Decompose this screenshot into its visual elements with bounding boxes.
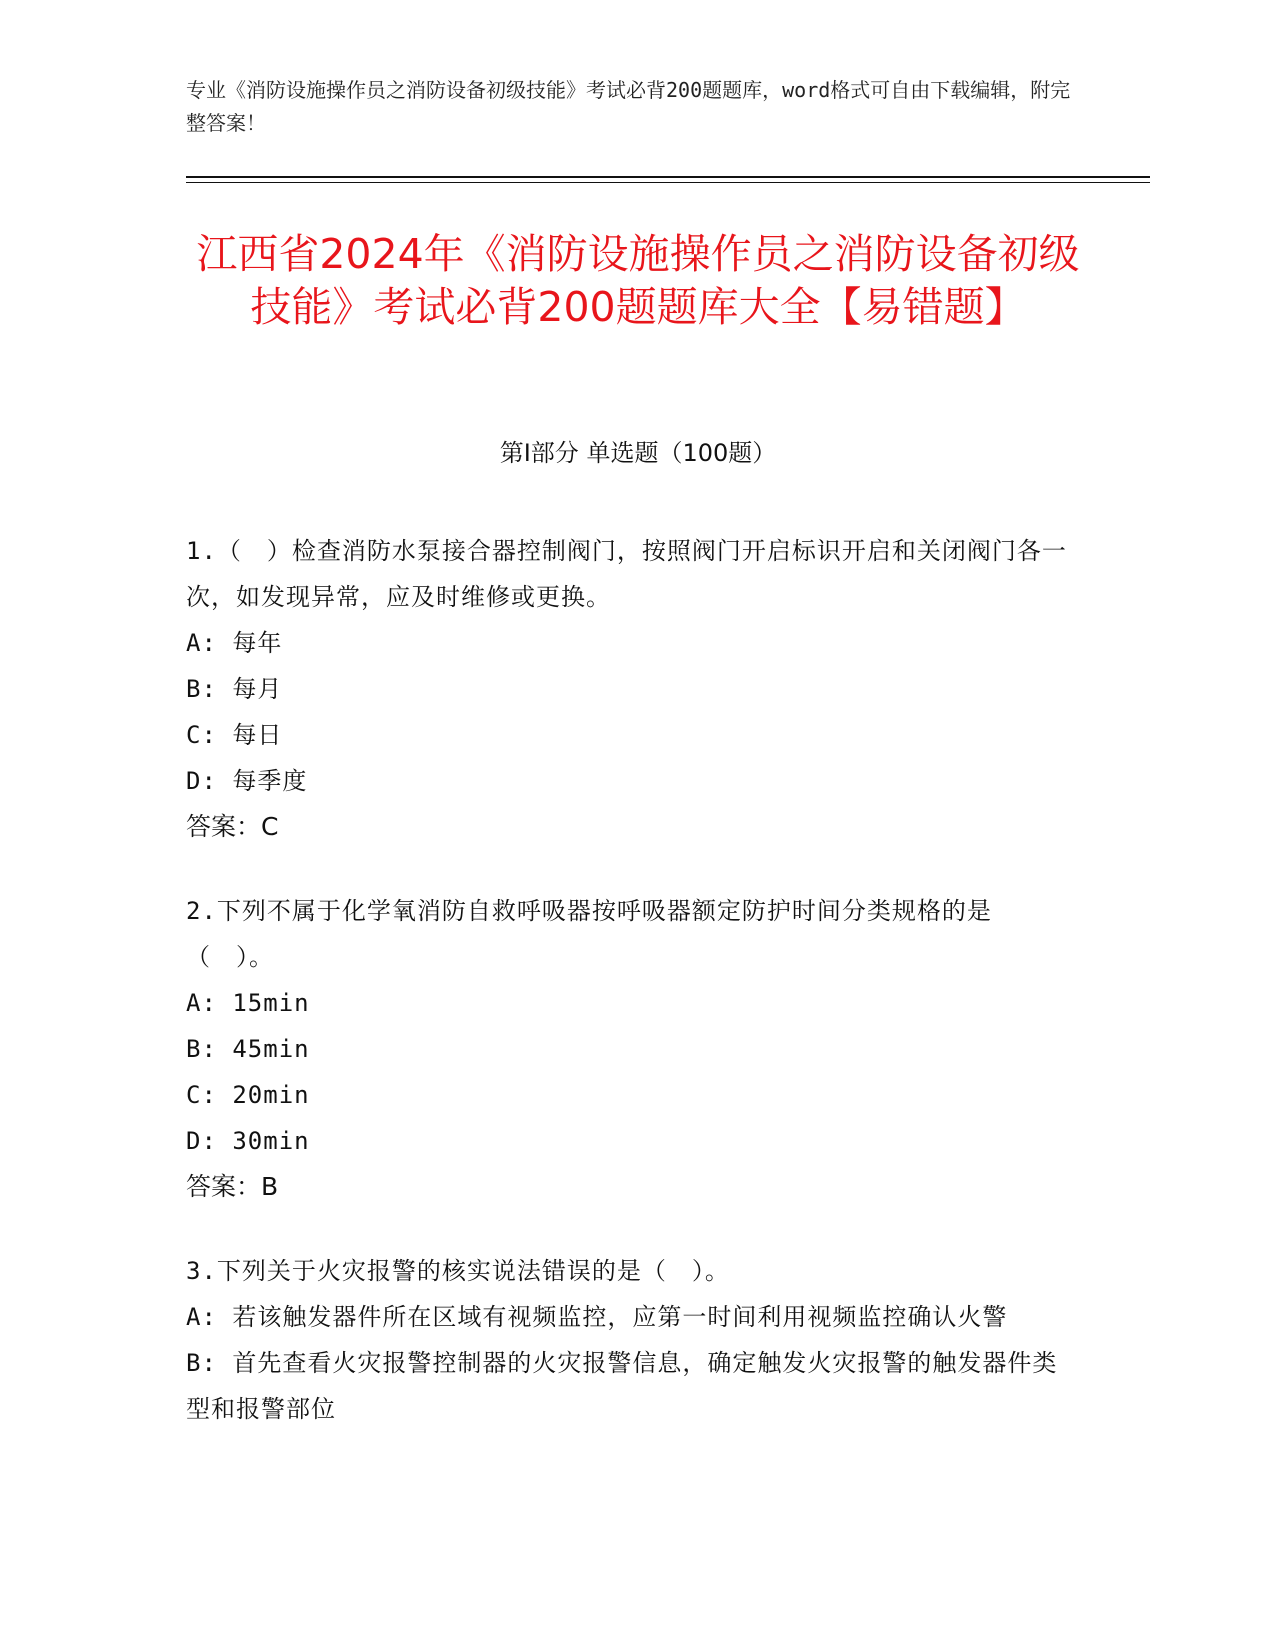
option-b: B: 每月 xyxy=(186,675,283,703)
option-a: A: 每年 xyxy=(186,629,283,657)
option-d: D: 每季度 xyxy=(186,767,308,795)
question-stem: 2.下列不属于化学氧消防自救呼吸器按呼吸器额定防护时间分类规格的是（ ）。 xyxy=(186,897,992,971)
option-a: A: 15min xyxy=(186,989,310,1017)
option-c: C: 每日 xyxy=(186,721,283,749)
question-1 xyxy=(186,528,1076,850)
answer-line: 答案：C xyxy=(186,812,279,841)
option-c: C: 20min xyxy=(186,1081,310,1109)
answer-line: 答案：B xyxy=(186,1172,279,1201)
header-divider-thin xyxy=(186,182,1150,183)
option-b: B: 首先查看火灾报警控制器的火灾报警信息，确定触发火灾报警的触发器件类型和报警部位 xyxy=(186,1349,1058,1423)
question-stem: 1.（ ）检查消防水泵接合器控制阀门，按照阀门开启标识开启和关闭阀门各一次，如发现异常，应及时维修或更换。 xyxy=(186,537,1067,611)
option-b: B: 45min xyxy=(186,1035,310,1063)
document-title: 江西省2024年《消防设施操作员之消防设备初级技能》考试必背200题题库大全【易错题】 xyxy=(196,230,1080,331)
question-3 xyxy=(186,1248,1076,1432)
option-d: D: 30min xyxy=(186,1127,310,1155)
header-note: 专业《消防设施操作员之消防设备初级技能》考试必背200题题库，word格式可自由下载编辑，附完整答案！ xyxy=(186,78,1071,135)
question-2 xyxy=(186,888,1076,1210)
option-a: A: 若该触发器件所在区域有视频监控，应第一时间利用视频监控确认火警 xyxy=(186,1303,1008,1331)
question-stem: 3.下列关于火灾报警的核实说法错误的是（ ）。 xyxy=(186,1257,730,1285)
header-divider-thick xyxy=(186,176,1150,178)
section-heading: 第I部分 单选题（100题） xyxy=(499,439,777,467)
question-list xyxy=(186,528,1076,1470)
